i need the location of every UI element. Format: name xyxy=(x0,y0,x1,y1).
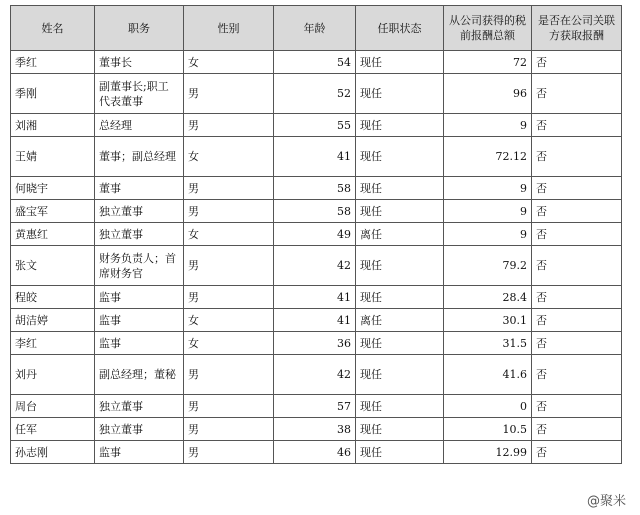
cell-age: 46 xyxy=(274,441,356,464)
cell-related: 否 xyxy=(532,332,622,355)
cell-name: 王婧 xyxy=(11,137,95,177)
header-name: 姓名 xyxy=(11,6,95,51)
cell-related: 否 xyxy=(532,246,622,286)
table-row xyxy=(11,114,622,137)
cell-pay: 0 xyxy=(444,395,532,418)
cell-age: 52 xyxy=(274,74,356,114)
cell-name: 张文 xyxy=(11,246,95,286)
cell-age: 55 xyxy=(274,114,356,137)
cell-gender: 男 xyxy=(184,441,274,464)
cell-gender: 男 xyxy=(184,418,274,441)
cell-name: 季红 xyxy=(11,51,95,74)
watermark: @聚米 xyxy=(586,494,626,509)
header-pay: 从公司获得的税前报酬总额 xyxy=(444,6,532,51)
cell-related: 否 xyxy=(532,74,622,114)
cell-age: 57 xyxy=(274,395,356,418)
cell-status: 离任 xyxy=(356,223,444,246)
table-row xyxy=(11,332,622,355)
cell-age: 36 xyxy=(274,332,356,355)
cell-title: 董事 xyxy=(95,177,184,200)
cell-age: 42 xyxy=(274,246,356,286)
header-age: 年龄 xyxy=(274,6,356,51)
cell-title: 副总经理；董秘 xyxy=(95,355,184,395)
cell-gender: 男 xyxy=(184,286,274,309)
cell-title: 总经理 xyxy=(95,114,184,137)
header-related: 是否在公司关联方获取报酬 xyxy=(532,6,622,51)
cell-status: 现任 xyxy=(356,177,444,200)
cell-name: 胡洁婷 xyxy=(11,309,95,332)
cell-gender: 男 xyxy=(184,114,274,137)
table-row xyxy=(11,137,622,177)
cell-pay: 41.6 xyxy=(444,355,532,395)
cell-title: 独立董事 xyxy=(95,418,184,441)
cell-title: 监事 xyxy=(95,309,184,332)
cell-title: 董事长 xyxy=(95,51,184,74)
cell-age: 58 xyxy=(274,200,356,223)
cell-age: 41 xyxy=(274,137,356,177)
cell-name: 刘丹 xyxy=(11,355,95,395)
cell-age: 41 xyxy=(274,309,356,332)
cell-title: 财务负责人；首席财务官 xyxy=(95,246,184,286)
cell-related: 否 xyxy=(532,418,622,441)
cell-gender: 男 xyxy=(184,395,274,418)
cell-pay: 30.1 xyxy=(444,309,532,332)
cell-related: 否 xyxy=(532,309,622,332)
table-row xyxy=(11,395,622,418)
cell-pay: 28.4 xyxy=(444,286,532,309)
cell-name: 孙志刚 xyxy=(11,441,95,464)
cell-pay: 9 xyxy=(444,114,532,137)
cell-gender: 女 xyxy=(184,223,274,246)
cell-age: 49 xyxy=(274,223,356,246)
cell-title: 独立董事 xyxy=(95,200,184,223)
cell-gender: 男 xyxy=(184,177,274,200)
cell-status: 现任 xyxy=(356,395,444,418)
table-row xyxy=(11,246,622,286)
cell-related: 否 xyxy=(532,395,622,418)
cell-pay: 12.99 xyxy=(444,441,532,464)
header-row xyxy=(11,6,622,51)
header-title: 职务 xyxy=(95,6,184,51)
table-row xyxy=(11,355,622,395)
cell-pay: 9 xyxy=(444,200,532,223)
cell-pay: 72.12 xyxy=(444,137,532,177)
cell-title: 独立董事 xyxy=(95,223,184,246)
cell-gender: 男 xyxy=(184,200,274,223)
cell-related: 否 xyxy=(532,200,622,223)
cell-related: 否 xyxy=(532,223,622,246)
table-row xyxy=(11,177,622,200)
cell-status: 现任 xyxy=(356,441,444,464)
table-row xyxy=(11,309,622,332)
cell-status: 现任 xyxy=(356,137,444,177)
cell-name: 李红 xyxy=(11,332,95,355)
cell-status: 现任 xyxy=(356,332,444,355)
cell-pay: 9 xyxy=(444,177,532,200)
cell-pay: 96 xyxy=(444,74,532,114)
cell-name: 周台 xyxy=(11,395,95,418)
cell-related: 否 xyxy=(532,286,622,309)
cell-related: 否 xyxy=(532,441,622,464)
cell-title: 独立董事 xyxy=(95,395,184,418)
cell-related: 否 xyxy=(532,355,622,395)
compensation-table xyxy=(10,5,622,464)
cell-status: 现任 xyxy=(356,51,444,74)
cell-title: 监事 xyxy=(95,332,184,355)
cell-age: 41 xyxy=(274,286,356,309)
cell-gender: 男 xyxy=(184,74,274,114)
cell-pay: 10.5 xyxy=(444,418,532,441)
cell-age: 38 xyxy=(274,418,356,441)
table-row xyxy=(11,74,622,114)
table-row xyxy=(11,286,622,309)
cell-title: 副董事长;职工代表董事 xyxy=(95,74,184,114)
cell-status: 现任 xyxy=(356,200,444,223)
cell-pay: 31.5 xyxy=(444,332,532,355)
cell-status: 离任 xyxy=(356,309,444,332)
cell-title: 董事；副总经理 xyxy=(95,137,184,177)
cell-status: 现任 xyxy=(356,355,444,395)
cell-gender: 女 xyxy=(184,309,274,332)
cell-title: 监事 xyxy=(95,441,184,464)
cell-age: 42 xyxy=(274,355,356,395)
cell-status: 现任 xyxy=(356,114,444,137)
table-row xyxy=(11,441,622,464)
cell-related: 否 xyxy=(532,177,622,200)
cell-gender: 女 xyxy=(184,332,274,355)
table-row xyxy=(11,418,622,441)
cell-name: 何晓宇 xyxy=(11,177,95,200)
cell-name: 季刚 xyxy=(11,74,95,114)
cell-status: 现任 xyxy=(356,74,444,114)
cell-pay: 79.2 xyxy=(444,246,532,286)
header-gender: 性别 xyxy=(184,6,274,51)
cell-status: 现任 xyxy=(356,418,444,441)
cell-age: 58 xyxy=(274,177,356,200)
cell-related: 否 xyxy=(532,51,622,74)
cell-pay: 72 xyxy=(444,51,532,74)
cell-gender: 男 xyxy=(184,355,274,395)
cell-title: 监事 xyxy=(95,286,184,309)
cell-pay: 9 xyxy=(444,223,532,246)
cell-related: 否 xyxy=(532,114,622,137)
cell-name: 黄惠红 xyxy=(11,223,95,246)
table-row xyxy=(11,223,622,246)
cell-status: 现任 xyxy=(356,246,444,286)
cell-related: 否 xyxy=(532,137,622,177)
cell-age: 54 xyxy=(274,51,356,74)
cell-name: 刘湘 xyxy=(11,114,95,137)
table-row xyxy=(11,200,622,223)
cell-gender: 女 xyxy=(184,137,274,177)
cell-name: 任军 xyxy=(11,418,95,441)
cell-gender: 女 xyxy=(184,51,274,74)
cell-gender: 男 xyxy=(184,246,274,286)
table-row xyxy=(11,51,622,74)
cell-name: 盛宝军 xyxy=(11,200,95,223)
header-status: 任职状态 xyxy=(356,6,444,51)
cell-name: 程皎 xyxy=(11,286,95,309)
cell-status: 现任 xyxy=(356,286,444,309)
